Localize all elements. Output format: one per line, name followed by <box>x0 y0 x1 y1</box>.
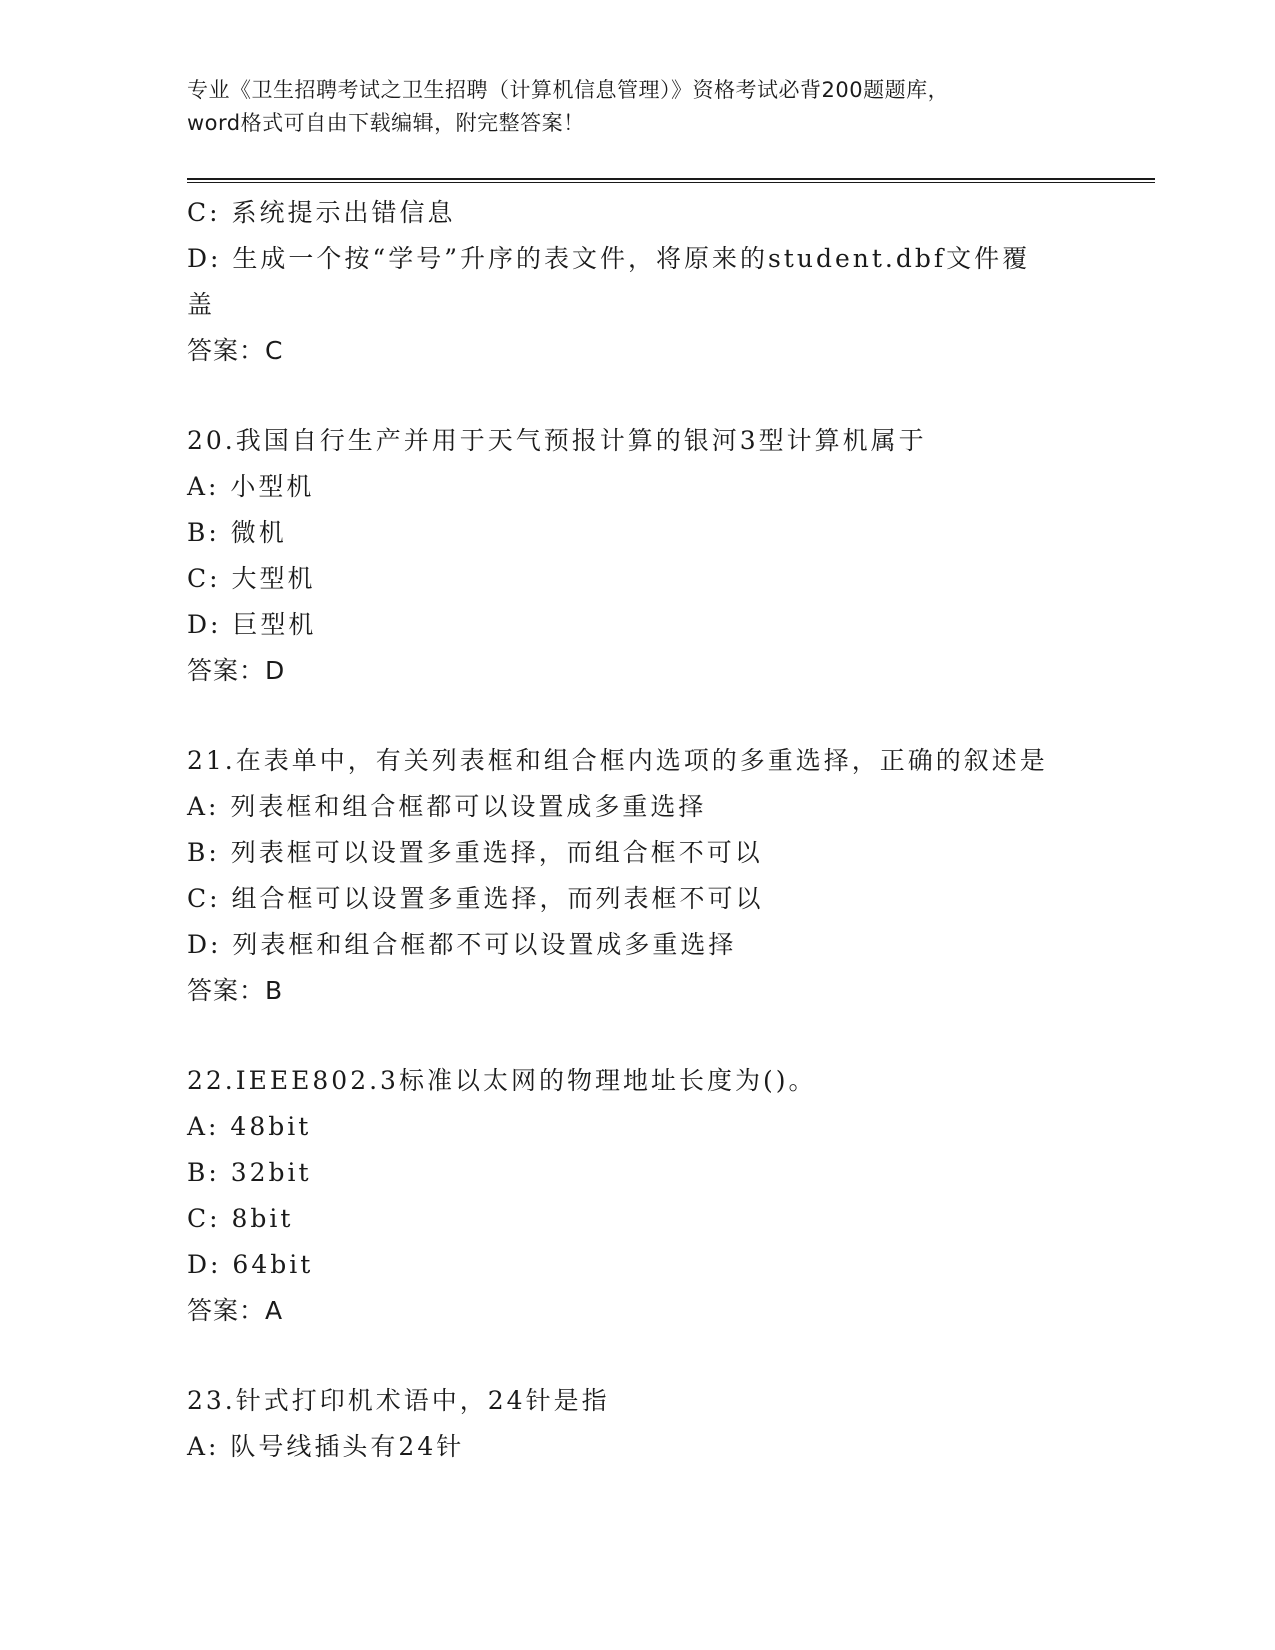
question-gap <box>187 1334 1087 1378</box>
header-line-2: word格式可自由下载编辑，附完整答案！ <box>187 111 585 135</box>
header-line-1: 专业《卫生招聘考试之卫生招聘（计算机信息管理）》资格考试必背200题题库， <box>187 78 950 102</box>
option-c: C: 8bit <box>187 1204 294 1233</box>
question-23 <box>187 1378 1087 1470</box>
option-c: C: 系统提示出错信息 <box>187 198 456 227</box>
question-20 <box>187 418 1087 694</box>
answer-line: 答案：A <box>187 1296 284 1325</box>
question-gap <box>187 374 1087 418</box>
question-gap <box>187 694 1087 738</box>
option-d: D: 列表框和组合框都不可以设置成多重选择 <box>187 930 737 959</box>
option-d: D: 巨型机 <box>187 610 317 639</box>
question-stem: 20.我国自行生产并用于天气预报计算的银河3型计算机属于 <box>187 426 927 455</box>
header-rule-thick <box>187 178 1155 180</box>
option-c: C: 大型机 <box>187 564 316 593</box>
question-21 <box>187 738 1087 1014</box>
header-rule-thin <box>187 182 1155 183</box>
option-a: A: 列表框和组合框都可以设置成多重选择 <box>187 792 707 821</box>
option-d: D: 64bit <box>187 1250 314 1279</box>
option-a: A: 队号线插头有24针 <box>187 1432 465 1461</box>
option-c: C: 组合框可以设置多重选择，而列表框不可以 <box>187 884 764 913</box>
question-stem: 21.在表单中，有关列表框和组合框内选项的多重选择，正确的叙述是 <box>187 746 1048 775</box>
option-d: D: 生成一个按“学号”升序的表文件，将原来的student.dbf文件覆 <box>187 244 1031 273</box>
document-body <box>187 190 1087 1470</box>
option-b: B: 列表框可以设置多重选择，而组合框不可以 <box>187 838 763 867</box>
option-b: B: 微机 <box>187 518 287 547</box>
document-header <box>187 74 1067 140</box>
answer-line: 答案：B <box>187 976 284 1005</box>
option-a: A: 小型机 <box>187 472 315 501</box>
answer-line: 答案：D <box>187 656 286 685</box>
question-gap <box>187 1014 1087 1058</box>
question-stem: 22.IEEE802.3标准以太网的物理地址长度为()。 <box>187 1066 817 1095</box>
option-a: A: 48bit <box>187 1112 312 1141</box>
question-22 <box>187 1058 1087 1334</box>
question-stem: 23.针式打印机术语中，24针是指 <box>187 1386 610 1415</box>
option-d-wrap: 盖 <box>187 290 216 319</box>
answer-line: 答案：C <box>187 336 284 365</box>
question-19-continuation <box>187 190 1087 374</box>
option-b: B: 32bit <box>187 1158 312 1187</box>
